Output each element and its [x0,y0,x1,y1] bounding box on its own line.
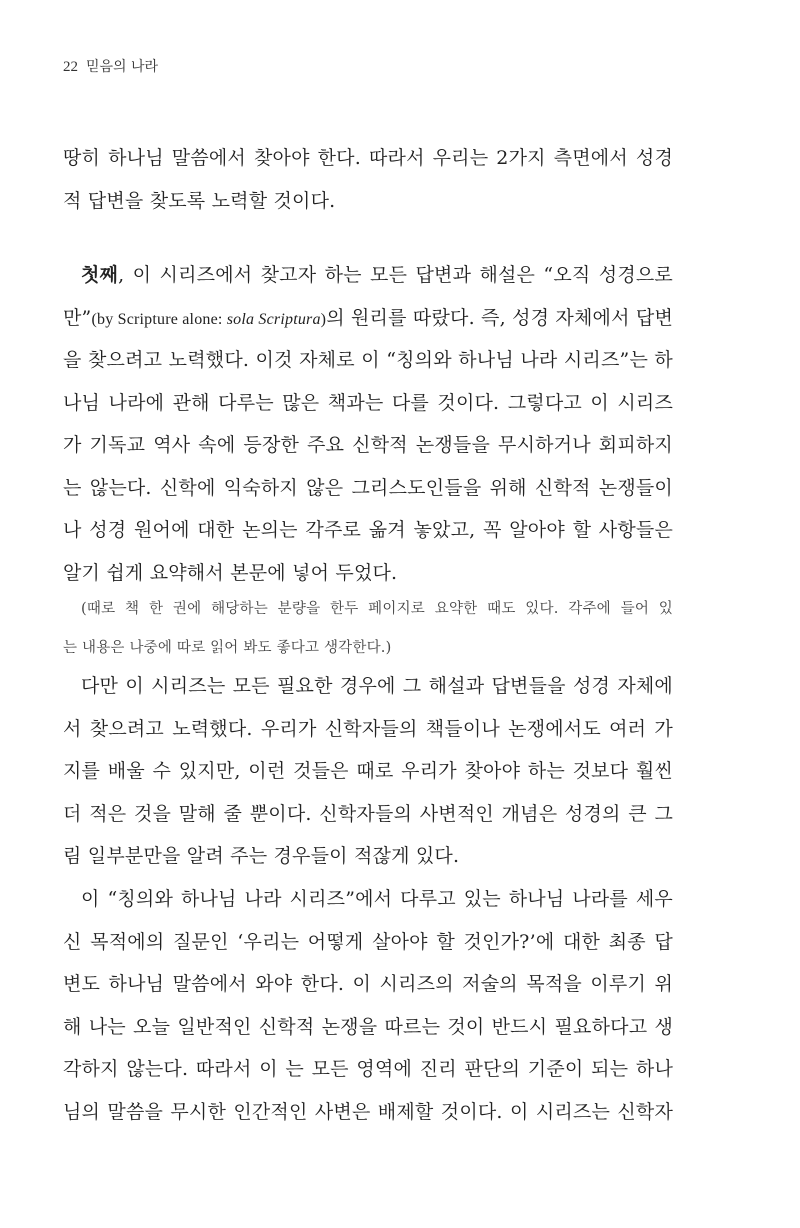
text-span: , 이 시리즈에서 찾고자 하는 모든 답변과 해설은 “오직 성경으로 [118,264,673,286]
text-line: 변도 하나님 말씀에서 와야 한다. 이 시리즈의 저술의 목적을 이루기 위 [63,973,673,995]
text-span: 의 원리를 따랐다. 즉, 성경 자체에서 답변 [326,307,673,329]
text-line: 는 않는다. 신학에 익숙하지 않은 그리스도인들을 위해 신학적 논쟁들이 [63,477,673,499]
text-line: 적 답변을 찾도록 노력할 것이다. [63,190,336,212]
text-line: 이 “칭의와 하나님 나라 시리즈”에서 다루고 있는 하나님 나라를 세우 [81,888,673,910]
emphasis-first: 첫째 [81,264,119,286]
text-line: 각하지 않는다. 따라서 이 는 모든 영역에 진리 판단의 기준이 되는 하나 [63,1058,673,1080]
running-header [63,56,158,76]
text-line: 알기 쉽게 요약해서 본문에 넣어 두었다. [63,562,398,584]
text-line: 림 일부분만을 알려 주는 경우들이 적잖게 있다. [63,845,460,867]
text-line: 가 기독교 역사 속에 등장한 주요 신학적 논쟁들을 무시하거나 회피하지 [63,434,673,456]
text-span: 만” [63,307,92,329]
text-line [63,306,673,332]
text-line: 신 목적에의 질문인 ‘우리는 어떻게 살아야 할 것인가?’에 대한 최종 답 [63,931,673,953]
latin-span: ) [320,311,327,328]
text-line: 해 나는 오늘 일반적인 신학적 논쟁을 따르는 것이 반드시 필요하다고 생 [63,1016,673,1038]
text-line: 지를 배울 수 있지만, 이런 것들은 때로 우리가 찾아야 하는 것보다 훨씬 [63,760,673,782]
text-line: 나 성경 원어에 대한 논의는 각주로 옮겨 놓았고, 꼭 알아야 할 사항들은 [63,519,673,541]
text-line: 나님 나라에 관해 다루는 많은 책과는 다를 것이다. 그렇다고 이 시리즈 [63,392,673,414]
text-line: 땅히 하나님 말씀에서 찾아야 한다. 따라서 우리는 2가지 측면에서 성경 [63,147,673,169]
latin-italic: sola Scriptura [226,311,321,328]
latin-span: (by Scripture alone: [91,311,227,328]
text-line: 님의 말씀을 무시한 인간적인 사변은 배제할 것이다. 이 시리즈는 신학자 [63,1101,673,1123]
note-line: 는 내용은 나중에 따로 읽어 봐도 좋다고 생각한다.) [63,640,392,656]
text-line: 더 적은 것을 말해 줄 뿐이다. 신학자들의 사변적인 개념은 성경의 큰 그 [63,803,673,825]
note-line: (때로 책 한 권에 해당하는 분량을 한두 페이지로 요약한 때도 있다. 각주에 들어 있 [81,601,673,617]
text-line: 을 찾으려고 노력했다. 이것 자체로 이 “칭의와 하나님 나라 시리즈”는 하 [63,349,673,371]
book-title: 믿음의 나라 [86,59,159,75]
text-line: 다만 이 시리즈는 모든 필요한 경우에 그 해설과 답변들을 성경 자체에 [81,675,673,697]
text-line [63,263,673,287]
page-number: 22 [63,59,78,75]
text-line: 서 찾으려고 노력했다. 우리가 신학자들의 책들이나 논쟁에서도 여러 가 [63,718,673,740]
